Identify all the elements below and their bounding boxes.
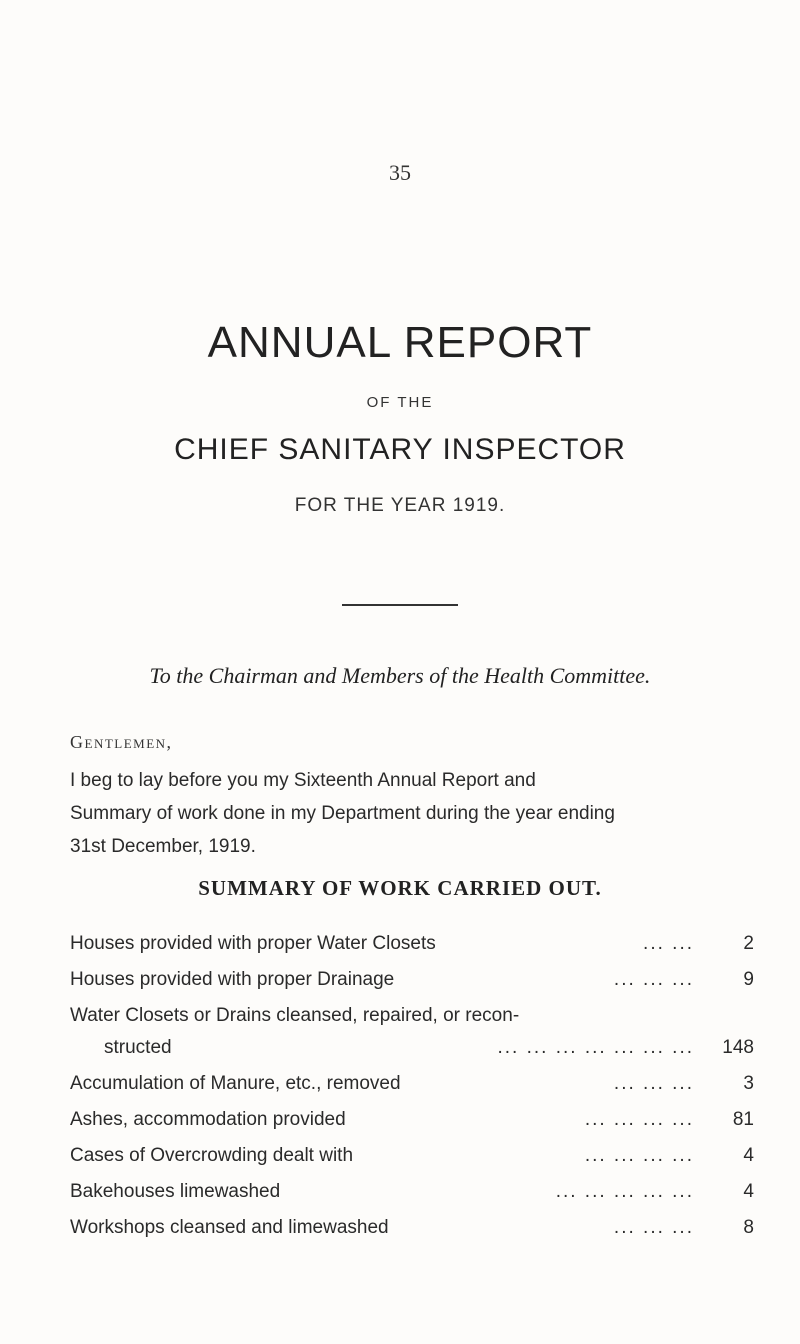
summary-item-value: 4 <box>743 1181 754 1202</box>
leader-dots: ... ... ... ... ... <box>555 1181 694 1202</box>
summary-item-label: Cases of Overcrowding dealt with <box>70 1145 354 1166</box>
page-number: 35 <box>389 160 411 185</box>
leader-dots: ... ... <box>643 933 694 954</box>
report-title: ANNUAL REPORT <box>207 318 593 367</box>
leader-dots: ... ... ... <box>613 969 694 990</box>
leader-dots: ... ... ... <box>613 1217 694 1238</box>
summary-item <box>70 1066 754 1102</box>
year-title: FOR THE YEAR 1919. <box>294 495 506 516</box>
summary-item <box>70 926 754 962</box>
summary-item-value: 9 <box>743 969 754 990</box>
summary-item <box>70 1210 754 1246</box>
leader-dots: ... ... ... ... <box>584 1109 694 1130</box>
summary-item <box>70 1102 754 1138</box>
summary-item-label: Water Closets or Drains cleansed, repaired, or recon- <box>70 1005 520 1026</box>
salutation: Gentlemen, <box>70 732 173 752</box>
summary-item-label: Bakehouses limewashed <box>70 1181 281 1202</box>
summary-item-value: 3 <box>743 1073 754 1094</box>
summary-list <box>70 926 754 1246</box>
leader-dots: ... ... ... ... <box>584 1145 694 1166</box>
summary-item-value: 8 <box>743 1217 754 1238</box>
address-line: To the Chairman and Members of the Health Committee. <box>149 663 651 688</box>
leader-dots: ... ... ... <box>613 1073 694 1094</box>
summary-item-value: 4 <box>743 1145 754 1166</box>
summary-item <box>70 998 754 1030</box>
summary-item <box>70 1138 754 1174</box>
summary-item-value: 148 <box>722 1037 754 1058</box>
summary-item <box>70 962 754 998</box>
summary-item-label: Houses provided with proper Drainage <box>70 969 395 990</box>
intro-line: 31st December, 1919. <box>70 836 256 857</box>
summary-item <box>70 1174 754 1210</box>
summary-item-value: 81 <box>732 1109 754 1130</box>
summary-item-label: Accumulation of Manure, etc., removed <box>70 1073 401 1094</box>
leader-dots: ... ... ... ... ... ... ... <box>497 1037 694 1058</box>
report-subtitle-of: OF THE <box>366 394 434 411</box>
summary-item-label: structed <box>104 1037 172 1058</box>
intro-line: Summary of work done in my Department during the year ending <box>70 803 615 824</box>
intro-line: I beg to lay before you my Sixteenth Annual Report and <box>70 770 536 791</box>
summary-item-value: 2 <box>743 933 754 954</box>
intro-paragraph <box>70 764 760 863</box>
summary-item-label: Workshops cleansed and limewashed <box>70 1217 389 1238</box>
summary-heading: SUMMARY OF WORK CARRIED OUT. <box>198 876 602 900</box>
inspector-title: CHIEF SANITARY INSPECTOR <box>174 433 626 466</box>
summary-item-label: Houses provided with proper Water Closets <box>70 933 436 954</box>
summary-item-continued <box>70 1030 754 1066</box>
section-divider <box>342 604 458 606</box>
summary-item-label: Ashes, accommodation provided <box>70 1109 346 1130</box>
